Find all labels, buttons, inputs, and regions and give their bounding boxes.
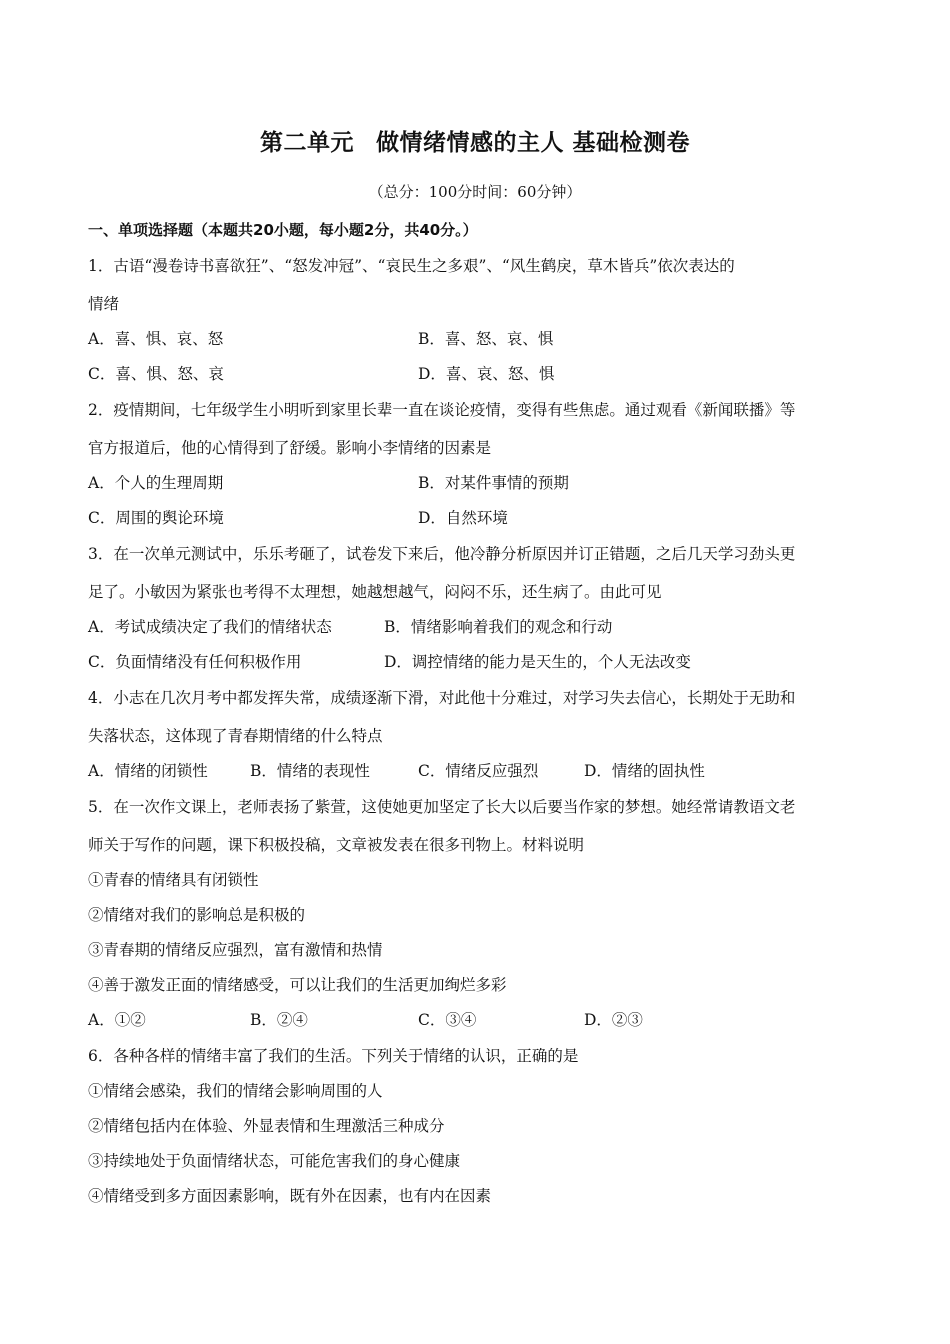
question-5-line-1: 5．在一次作文课上，老师表扬了紫萱，这使她更加坚定了长大以后要当作家的梦想。她经常请教语文老: [88, 798, 796, 816]
question-4-line-1: 4．小志在几次月考中都发挥失常，成绩逐渐下滑，对此他十分难过，对学习失去信心，长期处于无助和: [88, 689, 796, 707]
title-topic: 做情绪情感的主人 基础检测卷: [375, 130, 690, 156]
question-1-option-a: A．喜、惧、哀、怒: [88, 330, 224, 348]
question-4-option-d: D．情绪的固执性: [584, 762, 705, 780]
question-2-option-b: B．对某件事情的预期: [418, 474, 569, 492]
question-6-statement-3: ③持续地处于负面情绪状态，可能危害我们的身心健康: [88, 1152, 461, 1170]
question-6-statement-1: ①情绪会感染，我们的情绪会影响周围的人: [88, 1082, 383, 1100]
question-5-option-b: B．②④: [250, 1011, 308, 1029]
question-5-option-c: C．③④: [418, 1011, 477, 1029]
question-2-option-d: D．自然环境: [418, 509, 508, 527]
question-4-option-c: C．情绪反应强烈: [418, 762, 539, 780]
question-1-option-c: C．喜、惧、怒、哀: [88, 365, 224, 383]
question-5-statement-2: ②情绪对我们的影响总是积极的: [88, 906, 306, 924]
question-3-line-1: 3．在一次单元测试中，乐乐考砸了，试卷发下来后，他冷静分析原因并订正错题，之后几天学习劲头更: [88, 545, 796, 563]
question-2-option-c: C．周围的舆论环境: [88, 509, 224, 527]
question-4-line-2: 失落状态，这体现了青春期情绪的什么特点: [88, 727, 383, 745]
question-3-option-a: A．考试成绩决定了我们的情绪状态: [88, 618, 332, 636]
question-3-line-2: 足了。小敏因为紧张也考得不太理想，她越想越气，闷闷不乐，还生病了。由此可见: [88, 583, 662, 601]
question-3-option-b: B．情绪影响着我们的观念和行动: [384, 618, 613, 636]
question-5-statement-4: ④善于激发正面的情绪感受，可以让我们的生活更加绚烂多彩: [88, 976, 507, 994]
section-heading: 一、单项选择题（本题共20小题，每小题2分，共40分。）: [88, 221, 478, 239]
question-6-statement-4: ④情绪受到多方面因素影响，既有外在因素，也有内在因素: [88, 1187, 492, 1205]
question-3-option-c: C．负面情绪没有任何积极作用: [88, 653, 302, 671]
question-3-option-d: D．调控情绪的能力是天生的，个人无法改变: [384, 653, 691, 671]
question-2-option-a: A．个人的生理周期: [88, 474, 224, 492]
question-6-statement-2: ②情绪包括内在体验、外显表情和生理激活三种成分: [88, 1117, 445, 1135]
question-2-line-1: 2．疫情期间，七年级学生小明听到家里长辈一直在谈论疫情，变得有些焦虑。通过观看《新闻联播》等: [88, 401, 796, 419]
question-5-line-2: 师关于写作的问题，课下积极投稿，文章被发表在很多刊物上。材料说明: [88, 836, 585, 854]
question-5-option-a: A．①②: [88, 1011, 146, 1029]
question-4-option-b: B．情绪的表现性: [250, 762, 370, 780]
question-6-line-1: 6．各种各样的情绪丰富了我们的生活。下列关于情绪的认识，正确的是: [88, 1047, 579, 1065]
question-2-line-2: 官方报道后，他的心情得到了舒缓。影响小李情绪的因素是: [88, 439, 492, 457]
question-5-statement-3: ③青春期的情绪反应强烈，富有激情和热情: [88, 941, 383, 959]
question-1-option-d: D．喜、哀、怒、惧: [418, 365, 555, 383]
page-title: [0, 124, 950, 157]
title-unit: 第二单元: [259, 130, 354, 156]
exam-info: （总分：100分时间：60分钟）: [368, 183, 582, 201]
question-5-statement-1: ①青春的情绪具有闭锁性: [88, 871, 259, 889]
question-1-line-1: 1．古语“漫卷诗书喜欲狂”、“怒发冲冠”、“哀民生之多艰”、“风生鹤戾，草木皆兵”依次表达的: [88, 257, 735, 275]
question-1-option-b: B．喜、怒、哀、惧: [418, 330, 554, 348]
question-4-option-a: A．情绪的闭锁性: [88, 762, 208, 780]
question-1-line-2: 情绪: [88, 295, 120, 313]
question-5-option-d: D．②③: [584, 1011, 643, 1029]
